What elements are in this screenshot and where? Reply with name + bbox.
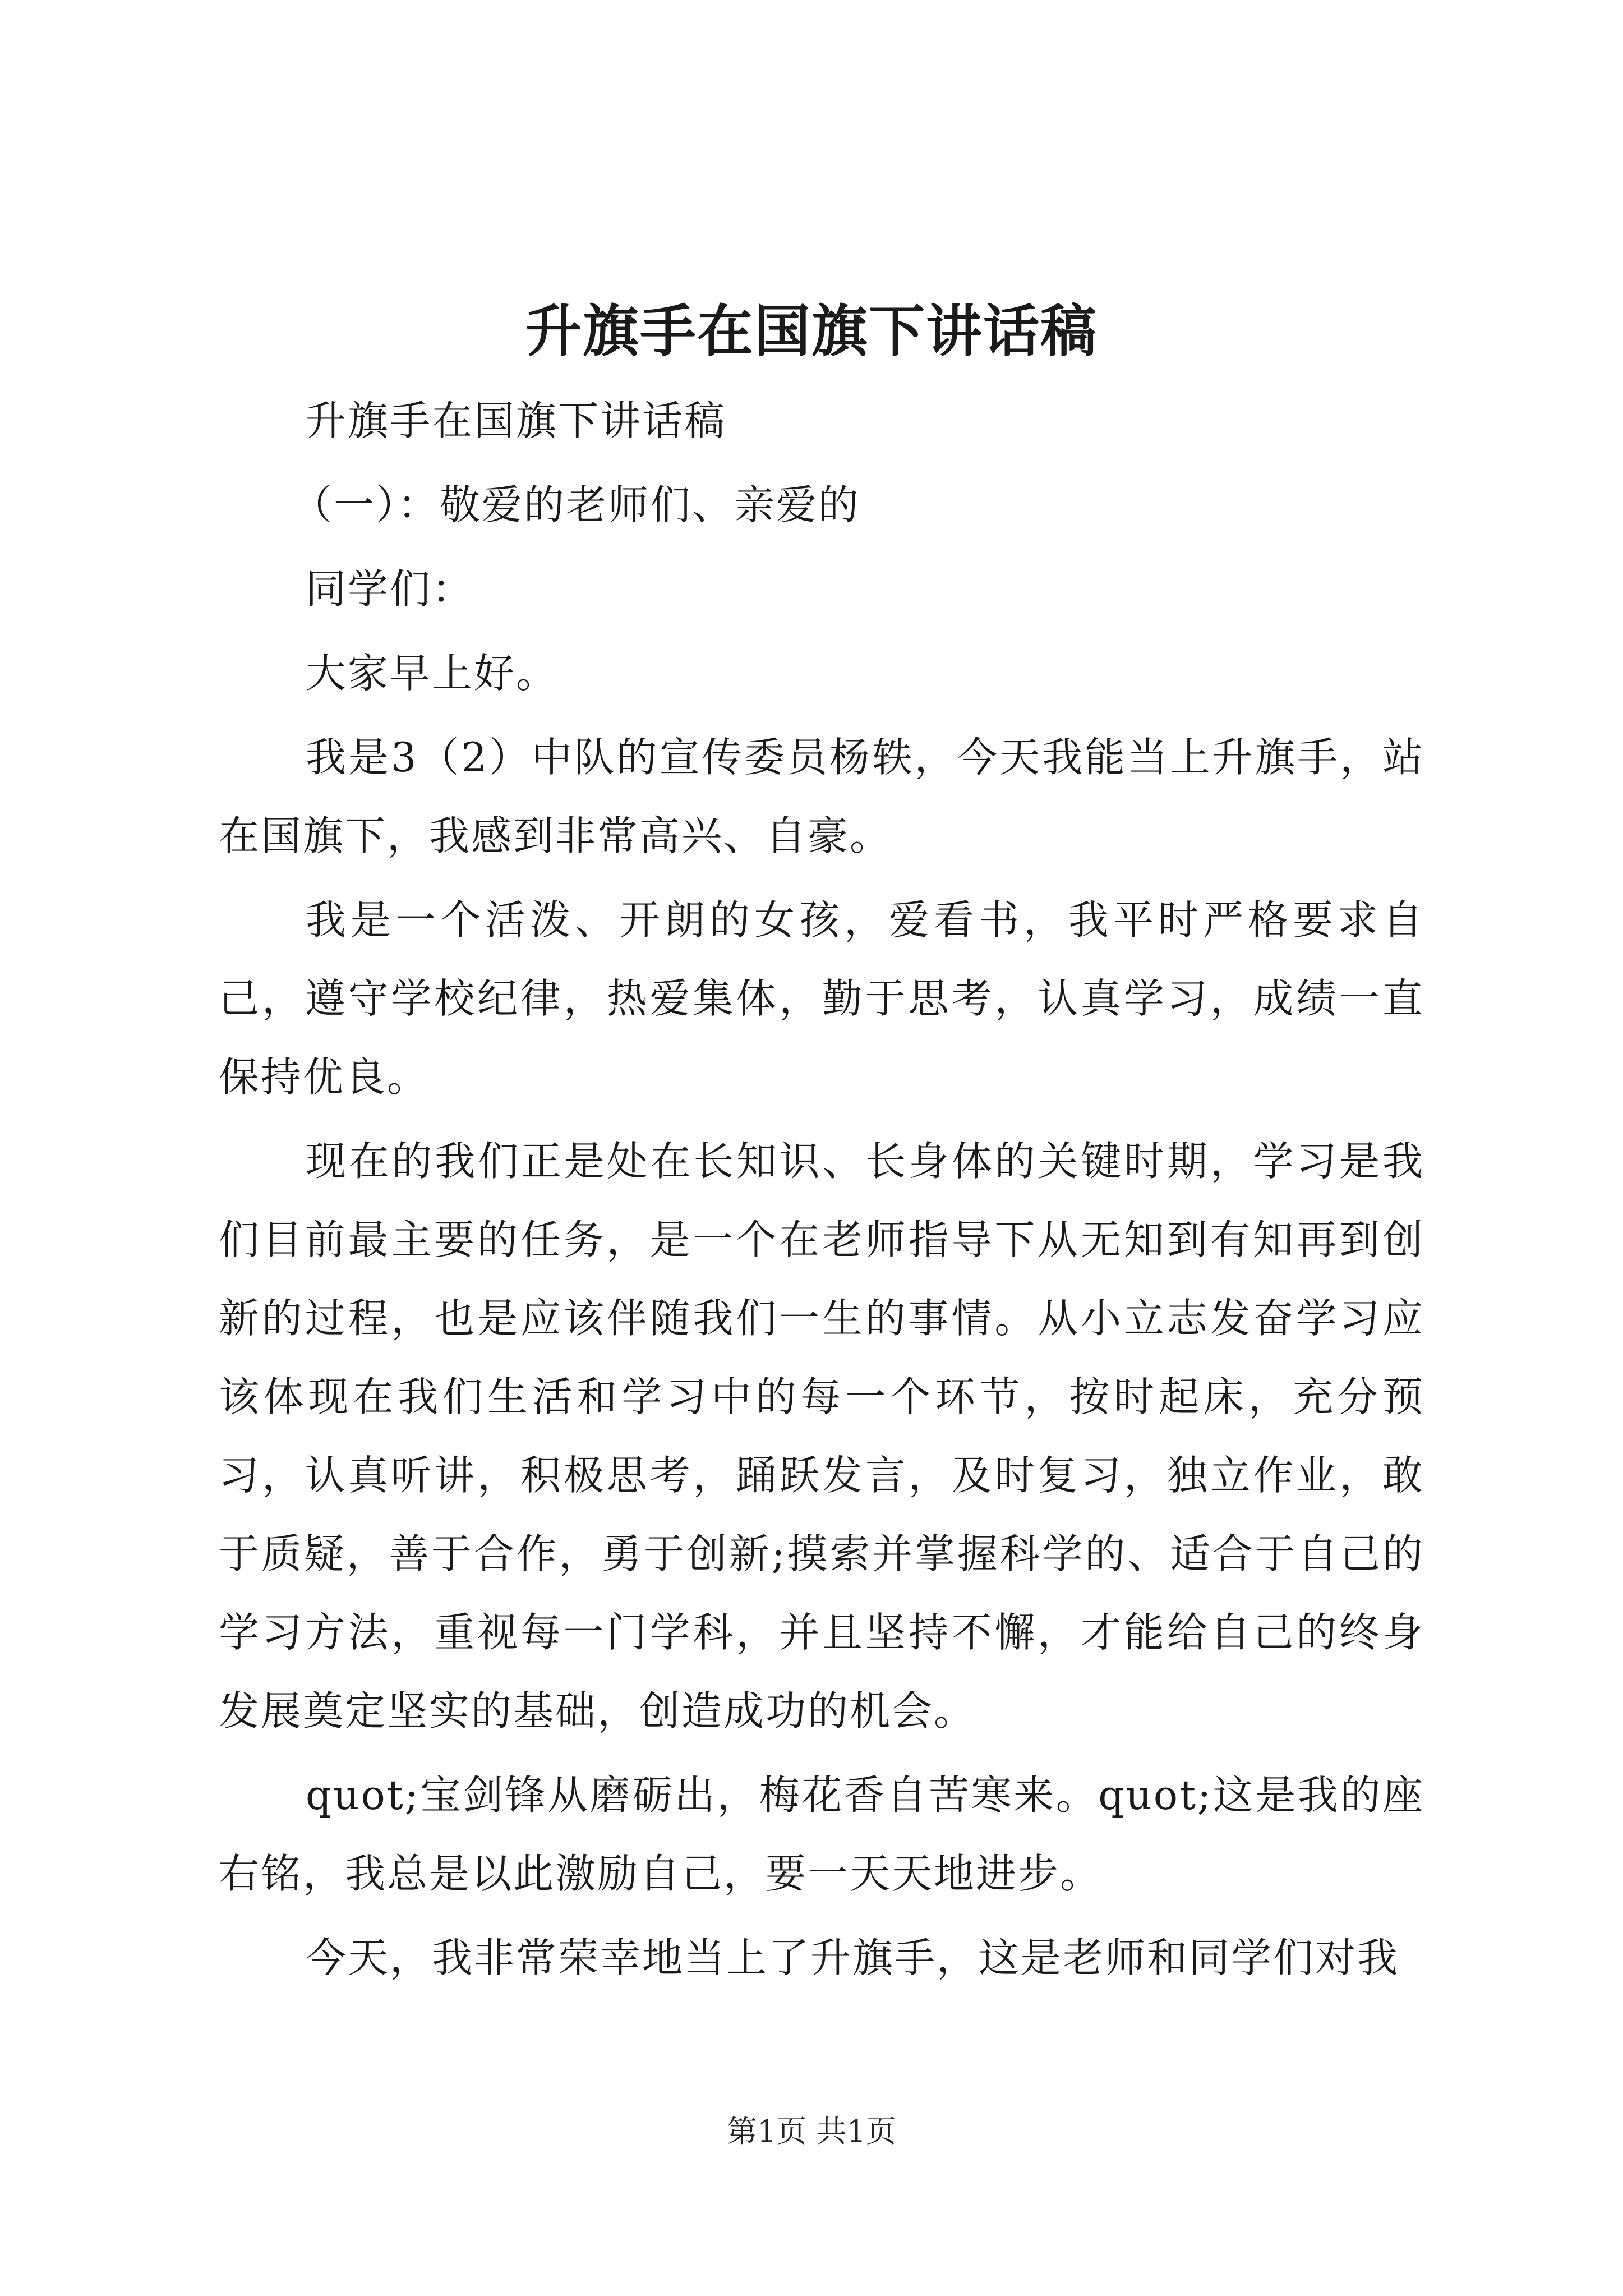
paragraph-intro: 我是3（2）中队的宣传委员杨轶，今天我能当上升旗手，站在国旗下，我感到非常高兴、自豪。	[219, 734, 1424, 859]
paragraph-motto: quot;宝剑锋从磨砺出，梅花香自苦寒来。quot;这是我的座右铭，我总是以此激励自己，要一天天地进步。	[219, 1772, 1424, 1897]
paragraph-self-description: 我是一个活泼、开朗的女孩，爱看书，我平时严格要求自己，遵守学校纪律，热爱集体，勤于思考，认真学习，成绩一直保持优良。	[219, 896, 1424, 1101]
document-title: 升旗手在国旗下讲话稿	[525, 298, 1098, 364]
paragraph-study: 现在的我们正是处在长知识、长身体的关键时期，学习是我们目前最主要的任务，是一个在老师指导下从无知到有知再到创新的过程，也是应该伴随我们一生的事情。从小立志发奋学习应该体现在我们生活和学习中的每一个环节，按时起床，充分预习，认真听讲，积极思考，踊跃发言，及时复习，独立作业，敢于质疑，善于合作，勇于创新;摸索并掌握科学的、适合于自己的学习方法，重视每一门学科，并且坚持不懈，才能给自己的终身发展奠定坚实的基础，创造成功的机会。	[219, 1138, 1424, 1734]
page-footer: 第1页 共1页	[727, 2114, 896, 2149]
paragraph-salutation-cont: 同学们：	[306, 565, 474, 613]
paragraph-greeting: 大家早上好。	[306, 650, 559, 697]
paragraph-subtitle: 升旗手在国旗下讲话稿	[306, 397, 727, 444]
paragraph-salutation: （一）：敬爱的老师们、亲爱的	[292, 481, 861, 528]
paragraph-today: 今天，我非常荣幸地当上了升旗手，这是老师和同学们对我	[306, 1934, 1400, 1981]
document-body	[219, 381, 1424, 2003]
